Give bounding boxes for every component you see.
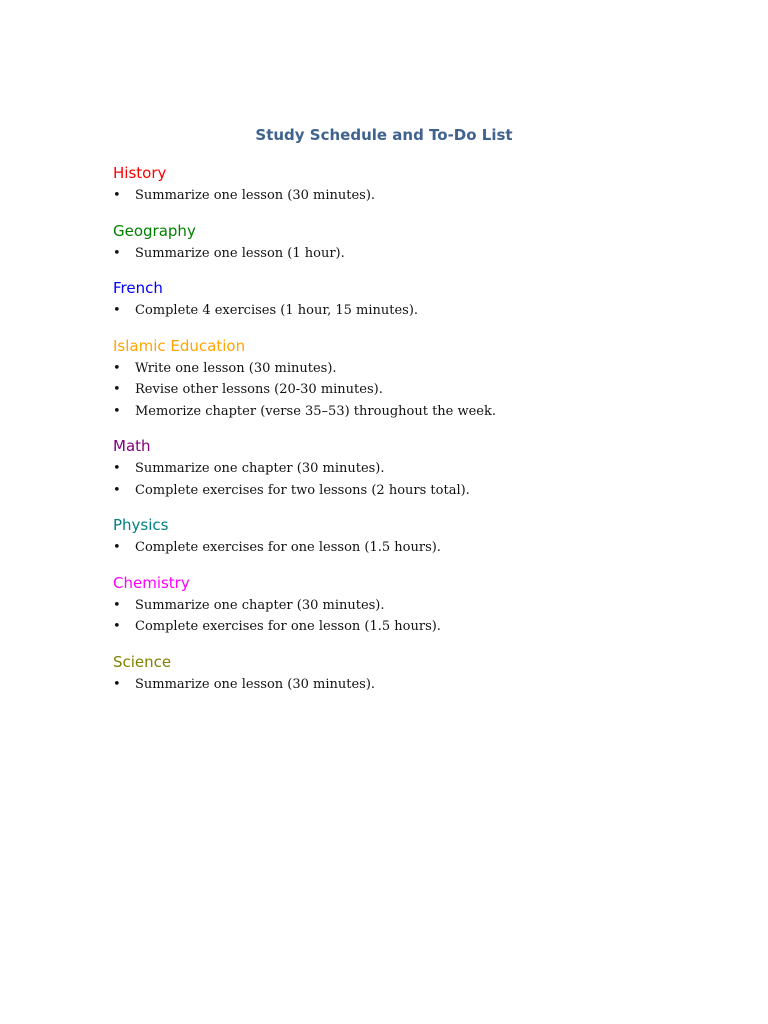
task-item	[113, 595, 713, 617]
task-text: Summarize one lesson (30 minutes).	[135, 188, 376, 203]
task-list	[113, 243, 713, 265]
bullet-icon: •	[113, 303, 121, 318]
subject-section	[113, 651, 713, 696]
subject-heading: Geography	[113, 221, 196, 240]
task-item	[113, 537, 713, 559]
task-item	[113, 243, 713, 265]
subject-heading: Islamic Education	[113, 336, 246, 355]
task-list	[113, 537, 713, 559]
task-item	[113, 185, 713, 207]
task-text: Summarize one chapter (30 minutes).	[135, 461, 385, 476]
task-text: Complete exercises for two lessons (2 hours total).	[135, 482, 470, 498]
task-item	[113, 616, 713, 638]
subject-heading: French	[113, 279, 163, 297]
bullet-icon: •	[113, 360, 121, 376]
subject-heading: Science	[113, 652, 172, 671]
document-title: Study Schedule and To-Do List	[255, 126, 513, 144]
task-item	[113, 674, 713, 696]
bullet-icon: •	[113, 540, 121, 555]
task-text: Summarize one lesson (1 hour).	[135, 245, 345, 261]
subject-section	[113, 277, 713, 322]
bullet-icon: •	[113, 482, 121, 498]
bullet-icon: •	[113, 461, 121, 476]
task-item	[113, 358, 713, 380]
task-item	[113, 401, 713, 423]
task-text: Complete exercises for one lesson (1.5 hours).	[135, 619, 441, 634]
subject-section	[113, 335, 713, 423]
task-text: Revise other lessons (20-30 minutes).	[135, 382, 383, 397]
task-item	[113, 480, 713, 502]
bullet-icon: •	[113, 245, 121, 261]
task-list	[113, 358, 713, 423]
subject-section	[113, 220, 713, 265]
subject-heading: History	[113, 164, 167, 182]
bullet-icon: •	[113, 403, 121, 419]
subject-heading: Math	[113, 437, 151, 455]
task-item	[113, 379, 713, 401]
task-text: Complete 4 exercises (1 hour, 15 minutes).	[135, 303, 419, 318]
task-text: Memorize chapter (verse 35–53) throughout the week.	[135, 403, 497, 419]
subject-section	[113, 435, 713, 501]
task-text: Complete exercises for one lesson (1.5 hours).	[135, 540, 441, 555]
task-list	[113, 595, 713, 638]
task-text: Write one lesson (30 minutes).	[135, 360, 337, 376]
bullet-icon: •	[113, 188, 121, 203]
bullet-icon: •	[113, 676, 121, 692]
bullet-icon: •	[113, 619, 121, 634]
task-list	[113, 185, 713, 207]
task-text: Summarize one chapter (30 minutes).	[135, 597, 385, 613]
subject-section	[113, 572, 713, 638]
task-list	[113, 458, 713, 501]
task-list	[113, 674, 713, 696]
bullet-icon: •	[113, 597, 121, 613]
task-text: Summarize one lesson (30 minutes).	[135, 676, 376, 692]
task-list	[113, 300, 713, 322]
document-body	[113, 162, 713, 708]
subject-section	[113, 162, 713, 207]
subject-section	[113, 514, 713, 559]
subject-heading: Physics	[113, 516, 169, 534]
bullet-icon: •	[113, 382, 121, 397]
task-item	[113, 458, 713, 480]
subject-heading: Chemistry	[113, 573, 190, 592]
task-item	[113, 300, 713, 322]
